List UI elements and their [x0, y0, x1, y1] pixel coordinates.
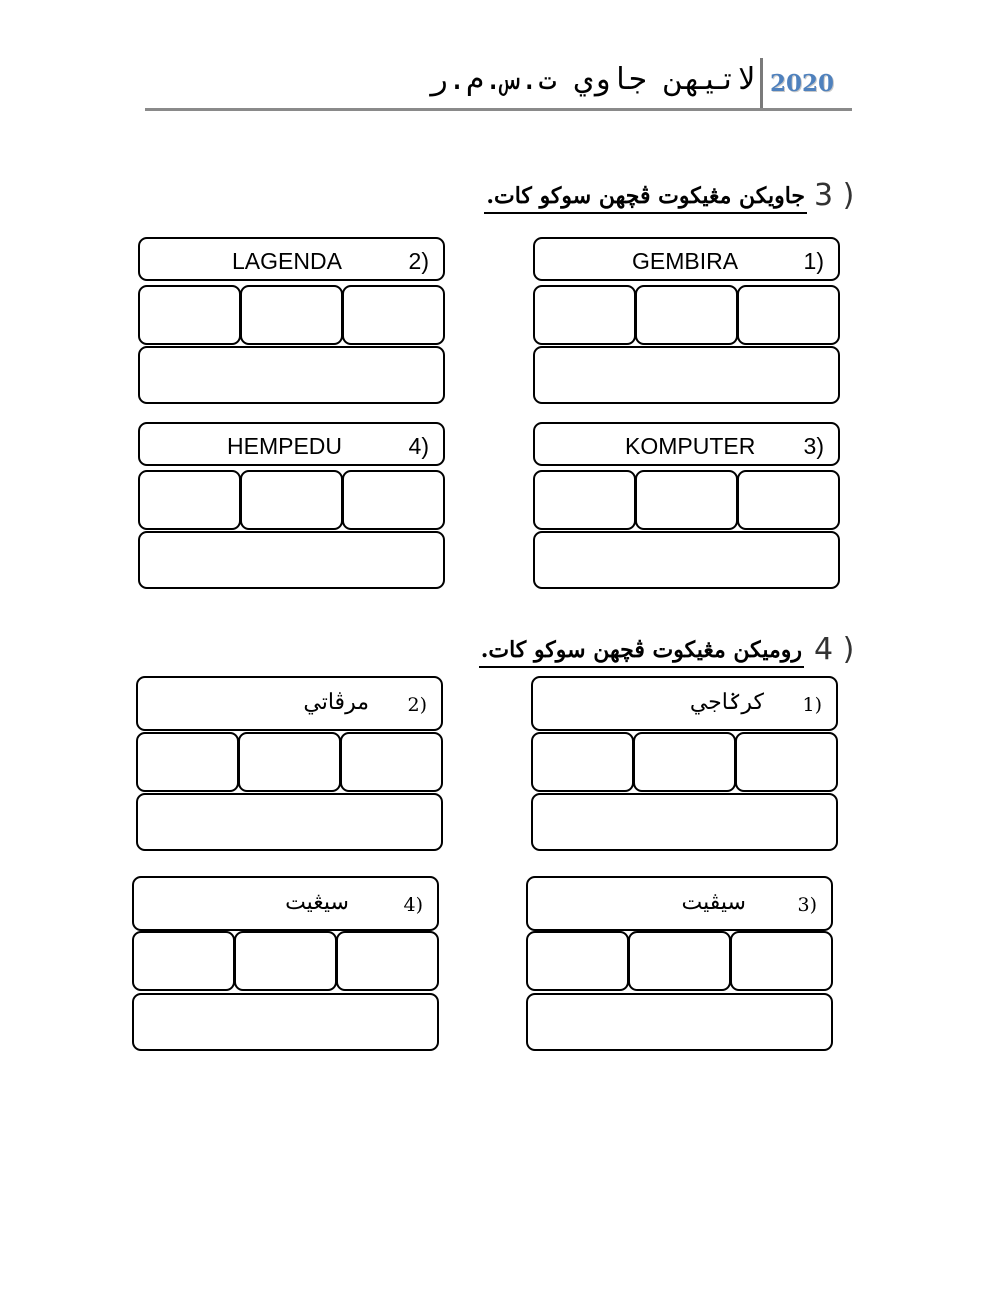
syllable-cell-1[interactable] — [533, 470, 636, 530]
answer-field[interactable] — [138, 346, 445, 404]
syllable-cell-3[interactable] — [336, 931, 439, 991]
answer-field[interactable] — [132, 993, 439, 1051]
syllable-cell-2[interactable] — [633, 732, 736, 792]
syllable-cell-3[interactable] — [342, 285, 445, 345]
item-word: سيڠيت — [285, 890, 349, 915]
syllable-cell-2[interactable] — [635, 285, 738, 345]
syllable-cell-1[interactable] — [132, 931, 235, 991]
syllable-cell-2[interactable] — [238, 732, 341, 792]
syllable-cell-1[interactable] — [138, 470, 241, 530]
syllable-cell-3[interactable] — [735, 732, 838, 792]
exercise-3-item-2 — [138, 237, 445, 405]
syllable-cell-3[interactable] — [340, 732, 443, 792]
exercise-4-item-1 — [531, 676, 838, 850]
item-label-row — [138, 237, 445, 281]
header-divider — [760, 58, 763, 108]
item-number: 3) — [797, 894, 817, 916]
exercise-3-item-1 — [533, 237, 840, 405]
syllable-cell-2[interactable] — [240, 285, 343, 345]
syllable-cell-1[interactable] — [533, 285, 636, 345]
item-word: مرڤاتي — [303, 690, 369, 715]
answer-field[interactable] — [531, 793, 838, 851]
item-number: 2) — [408, 248, 429, 274]
item-word: LAGENDA — [232, 248, 342, 274]
item-number: 4) — [408, 433, 429, 459]
exercise-3-item-3 — [533, 422, 840, 590]
exercise-4-item-2 — [136, 676, 443, 850]
item-word: GEMBIRA — [632, 248, 739, 274]
item-word: KOMPUTER — [625, 433, 756, 459]
item-word: سيڤيت — [681, 890, 746, 915]
syllable-cell-1[interactable] — [526, 931, 629, 991]
syllable-cell-2[interactable] — [635, 470, 738, 530]
worksheet-year: 2020 — [770, 70, 835, 97]
item-label-row — [531, 676, 838, 731]
syllable-cell-3[interactable] — [737, 470, 840, 530]
item-label-row — [138, 422, 445, 466]
section-4-number: 4 ) — [814, 632, 855, 667]
answer-field[interactable] — [138, 531, 445, 589]
item-number: 1) — [803, 248, 824, 274]
item-label-row — [136, 676, 443, 731]
syllable-cell-2[interactable] — [234, 931, 337, 991]
syllable-cell-2[interactable] — [628, 931, 731, 991]
answer-field[interactable] — [526, 993, 833, 1051]
section-3-number: 3 ) — [814, 178, 855, 213]
item-label-row — [526, 876, 833, 931]
item-number: 4) — [403, 894, 423, 916]
syllable-cell-1[interactable] — [531, 732, 634, 792]
item-label-row — [132, 876, 439, 931]
item-word: كرݢاجي — [689, 690, 764, 715]
syllable-cell-1[interactable] — [138, 285, 241, 345]
header-rule — [145, 108, 852, 111]
answer-field[interactable] — [136, 793, 443, 851]
syllable-cell-3[interactable] — [737, 285, 840, 345]
syllable-cell-1[interactable] — [136, 732, 239, 792]
worksheet-title: لاتيهن جاوي ت.س.م.ر — [429, 62, 755, 97]
answer-field[interactable] — [533, 346, 840, 404]
item-word: HEMPEDU — [227, 433, 343, 459]
section-4-instruction: روميكن مڠيكوت ڤچهن سوکو كات. — [479, 638, 804, 668]
item-number: 1) — [802, 694, 822, 716]
section-3-instruction: جاويكن مڠيكوت ڤچهن سوکو كات. — [484, 184, 807, 214]
syllable-cell-3[interactable] — [730, 931, 833, 991]
item-label-row — [533, 237, 840, 281]
exercise-4-item-4 — [132, 876, 439, 1051]
syllable-cell-2[interactable] — [240, 470, 343, 530]
exercise-4-item-3 — [526, 876, 833, 1051]
item-number: 2) — [407, 694, 427, 716]
item-number: 3) — [803, 433, 824, 459]
syllable-cell-3[interactable] — [342, 470, 445, 530]
answer-field[interactable] — [533, 531, 840, 589]
exercise-3-item-4 — [138, 422, 445, 590]
item-label-row — [533, 422, 840, 466]
